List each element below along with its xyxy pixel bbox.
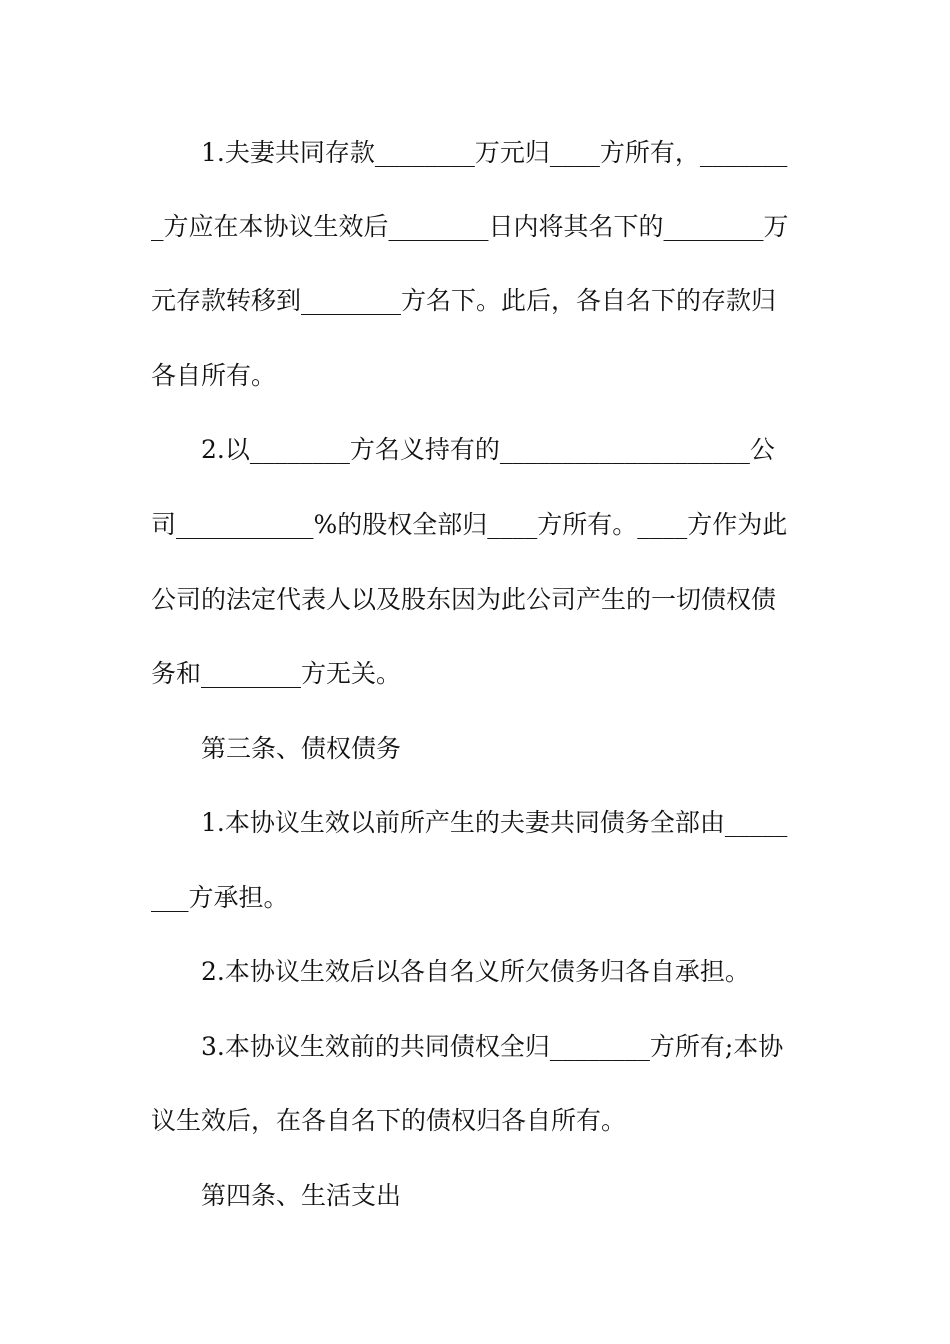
text-line-5: 2.以________方名义持有的____________________公 bbox=[201, 435, 775, 464]
text-line-1: 1.夫妻共同存款________万元归____方所有，_______ bbox=[201, 138, 788, 167]
text-line-13: 3.本协议生效前的共同债权全归________方所有;本协 bbox=[201, 1032, 784, 1061]
text-line-12: 2.本协议生效后以各自名义所欠债务归各自承担。 bbox=[201, 957, 750, 986]
text-line-4: 各自所有。 bbox=[151, 361, 277, 390]
text-line-8: 务和________方无关。 bbox=[151, 659, 402, 688]
text-line-2: _方应在本协议生效后________日内将其名下的________万 bbox=[151, 212, 789, 241]
section-heading-4: 第四条、生活支出 bbox=[201, 1181, 402, 1210]
text-line-6: 司___________%的股权全部归____方所有。____方作为此 bbox=[151, 510, 788, 539]
text-line-14: 议生效后，在各自名下的债权归各自所有。 bbox=[151, 1106, 627, 1135]
text-line-3: 元存款转移到________方名下。此后，各自名下的存款归 bbox=[151, 286, 777, 315]
text-line-10: 1.本协议生效以前所产生的夫妻共同债务全部由_____ bbox=[201, 808, 788, 837]
text-line-7: 公司的法定代表人以及股东因为此公司产生的一切债权债 bbox=[151, 585, 777, 614]
text-line-11: ___方承担。 bbox=[151, 883, 289, 912]
section-heading-3: 第三条、债权债务 bbox=[201, 734, 402, 763]
